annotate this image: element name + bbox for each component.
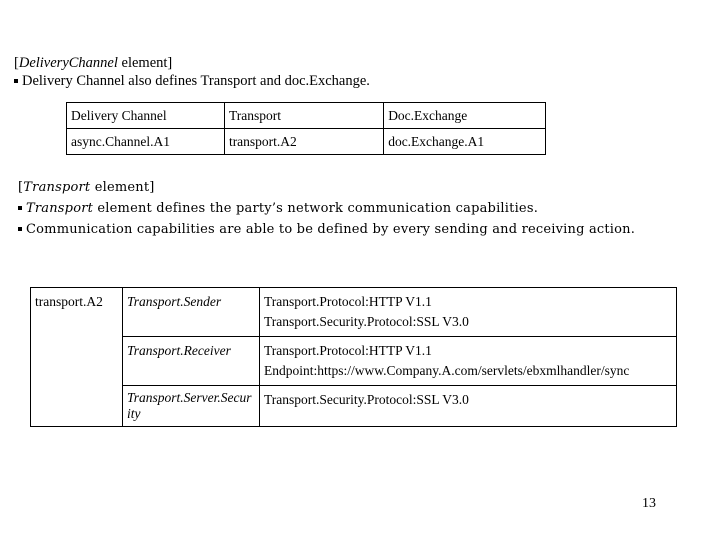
table-cell: transport.A2 bbox=[224, 129, 383, 155]
table-row bbox=[31, 386, 677, 427]
table-header: Doc.Exchange bbox=[384, 103, 546, 129]
bullet-icon bbox=[18, 206, 22, 210]
heading-italic: Transport bbox=[23, 180, 91, 195]
transport-table bbox=[30, 287, 677, 427]
bullet-icon bbox=[18, 227, 22, 231]
bullet-icon bbox=[14, 79, 18, 83]
heading-italic: DeliveryChannel bbox=[18, 55, 118, 71]
transport-id-cell: transport.A2 bbox=[31, 288, 123, 427]
transport-values-cell: Transport.Protocol:HTTP V1.1 Endpoint:https://www.Company.A.com/servlets/ebxmlhandler/sync bbox=[260, 337, 677, 386]
transport-name-cell: Transport.Receiver bbox=[123, 337, 260, 386]
transport-values-cell: Transport.Protocol:HTTP V1.1 Transport.Security.Protocol:SSL V3.0 bbox=[260, 288, 677, 337]
table-row bbox=[31, 337, 677, 386]
transport-bullet-1: Transport element defines the party’s network communication capabilities. bbox=[18, 200, 538, 218]
transport-values-cell: Transport.Security.Protocol:SSL V3.0 bbox=[260, 386, 677, 427]
transport-name-cell: Transport.Sender bbox=[123, 288, 260, 337]
table-cell: async.Channel.A1 bbox=[67, 129, 225, 155]
transport-heading: [Transport element] bbox=[18, 180, 155, 195]
page-number: 13 bbox=[642, 496, 656, 511]
transport-name-cell: Transport.Server.Security bbox=[123, 386, 260, 427]
delivery-channel-bullet: Delivery Channel also defines Transport and doc.Exchange. bbox=[14, 72, 370, 90]
table-header: Delivery Channel bbox=[67, 103, 225, 129]
transport-bullet-2: Communication capabilities are able to be defined by every sending and receiving action. bbox=[18, 221, 635, 239]
table-cell: doc.Exchange.A1 bbox=[384, 129, 546, 155]
table-row bbox=[67, 129, 546, 155]
table-header: Transport bbox=[224, 103, 383, 129]
delivery-channel-heading: [DeliveryChannel element] bbox=[14, 55, 173, 71]
delivery-channel-table bbox=[66, 102, 546, 155]
table-row bbox=[67, 103, 546, 129]
table-row bbox=[31, 288, 677, 337]
